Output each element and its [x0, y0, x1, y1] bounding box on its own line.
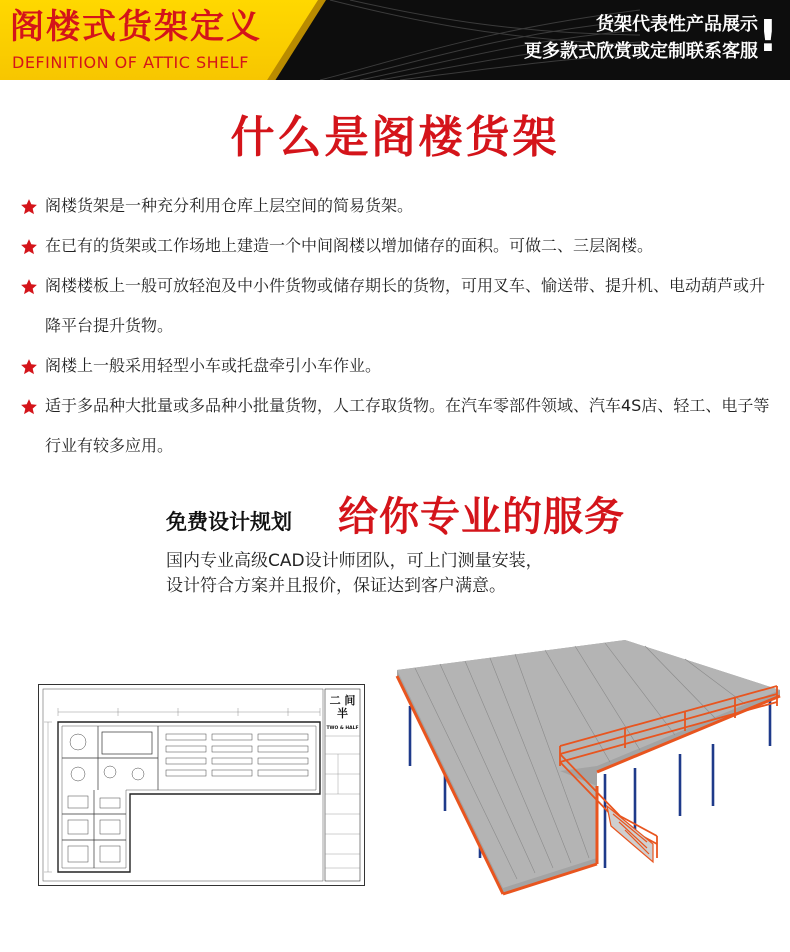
exclamation-mark: !	[757, 11, 778, 62]
list-item	[20, 346, 780, 386]
service-description	[166, 549, 543, 599]
section-title: 什么是阁楼货架	[230, 112, 560, 163]
banner-promo-line-2: 更多款式欣赏或定制联系客服	[524, 41, 758, 62]
list-item	[20, 266, 780, 346]
cad-logo-en: TWO & HALF	[326, 726, 359, 731]
banner-promo-text	[524, 12, 758, 66]
list-item	[20, 186, 780, 226]
red-star-icon	[20, 398, 38, 416]
list-item-text: 阁楼楼板上一般可放轻泡及中小件货物或储存期长的货物，可用叉车、愉送带、提升机、电动葫芦或升降平台提升货物。	[45, 276, 766, 335]
banner-subtitle: DEFINITION OF ATTIC SHELF	[12, 53, 249, 72]
list-item-text: 阁楼货架是一种充分利用仓库上层空间的简易货架。	[45, 196, 414, 215]
service-description-line-1: 国内专业高级CAD设计师团队，可上门测量安装，	[166, 551, 543, 571]
red-star-icon	[20, 358, 38, 376]
service-big-title: 给你专业的服务	[338, 494, 625, 540]
red-star-icon	[20, 198, 38, 216]
banner-title: 阁楼式货架定义	[10, 7, 262, 47]
cad-logo-line-2: 半	[337, 707, 348, 720]
list-item-text: 在已有的货架或工作场地上建造一个中间阁楼以增加储存的面积。可做二、三层阁楼。	[45, 236, 654, 255]
list-item	[20, 386, 780, 466]
red-star-icon	[20, 238, 38, 256]
attic-platform-image	[385, 636, 785, 898]
cad-logo-line-1: 二 间	[329, 694, 356, 707]
feature-list	[20, 186, 780, 466]
service-small-title: 免费设计规划	[166, 510, 292, 534]
list-item-text: 阁楼上一般采用轻型小车或托盘牵引小车作业。	[45, 356, 382, 375]
list-item-text: 适于多品种大批量或多品种小批量货物，人工存取货物。在汽车零部件领域、汽车4S店、轻工、电子等行业有较多应用。	[45, 396, 770, 455]
red-star-icon	[20, 278, 38, 296]
cad-floor-plan-image	[38, 684, 365, 886]
service-description-line-2: 设计符合方案并且报价，保证达到客户满意。	[166, 576, 506, 596]
list-item	[20, 226, 780, 266]
header-banner	[0, 0, 790, 80]
banner-promo-line-1: 货架代表性产品展示	[596, 14, 758, 35]
